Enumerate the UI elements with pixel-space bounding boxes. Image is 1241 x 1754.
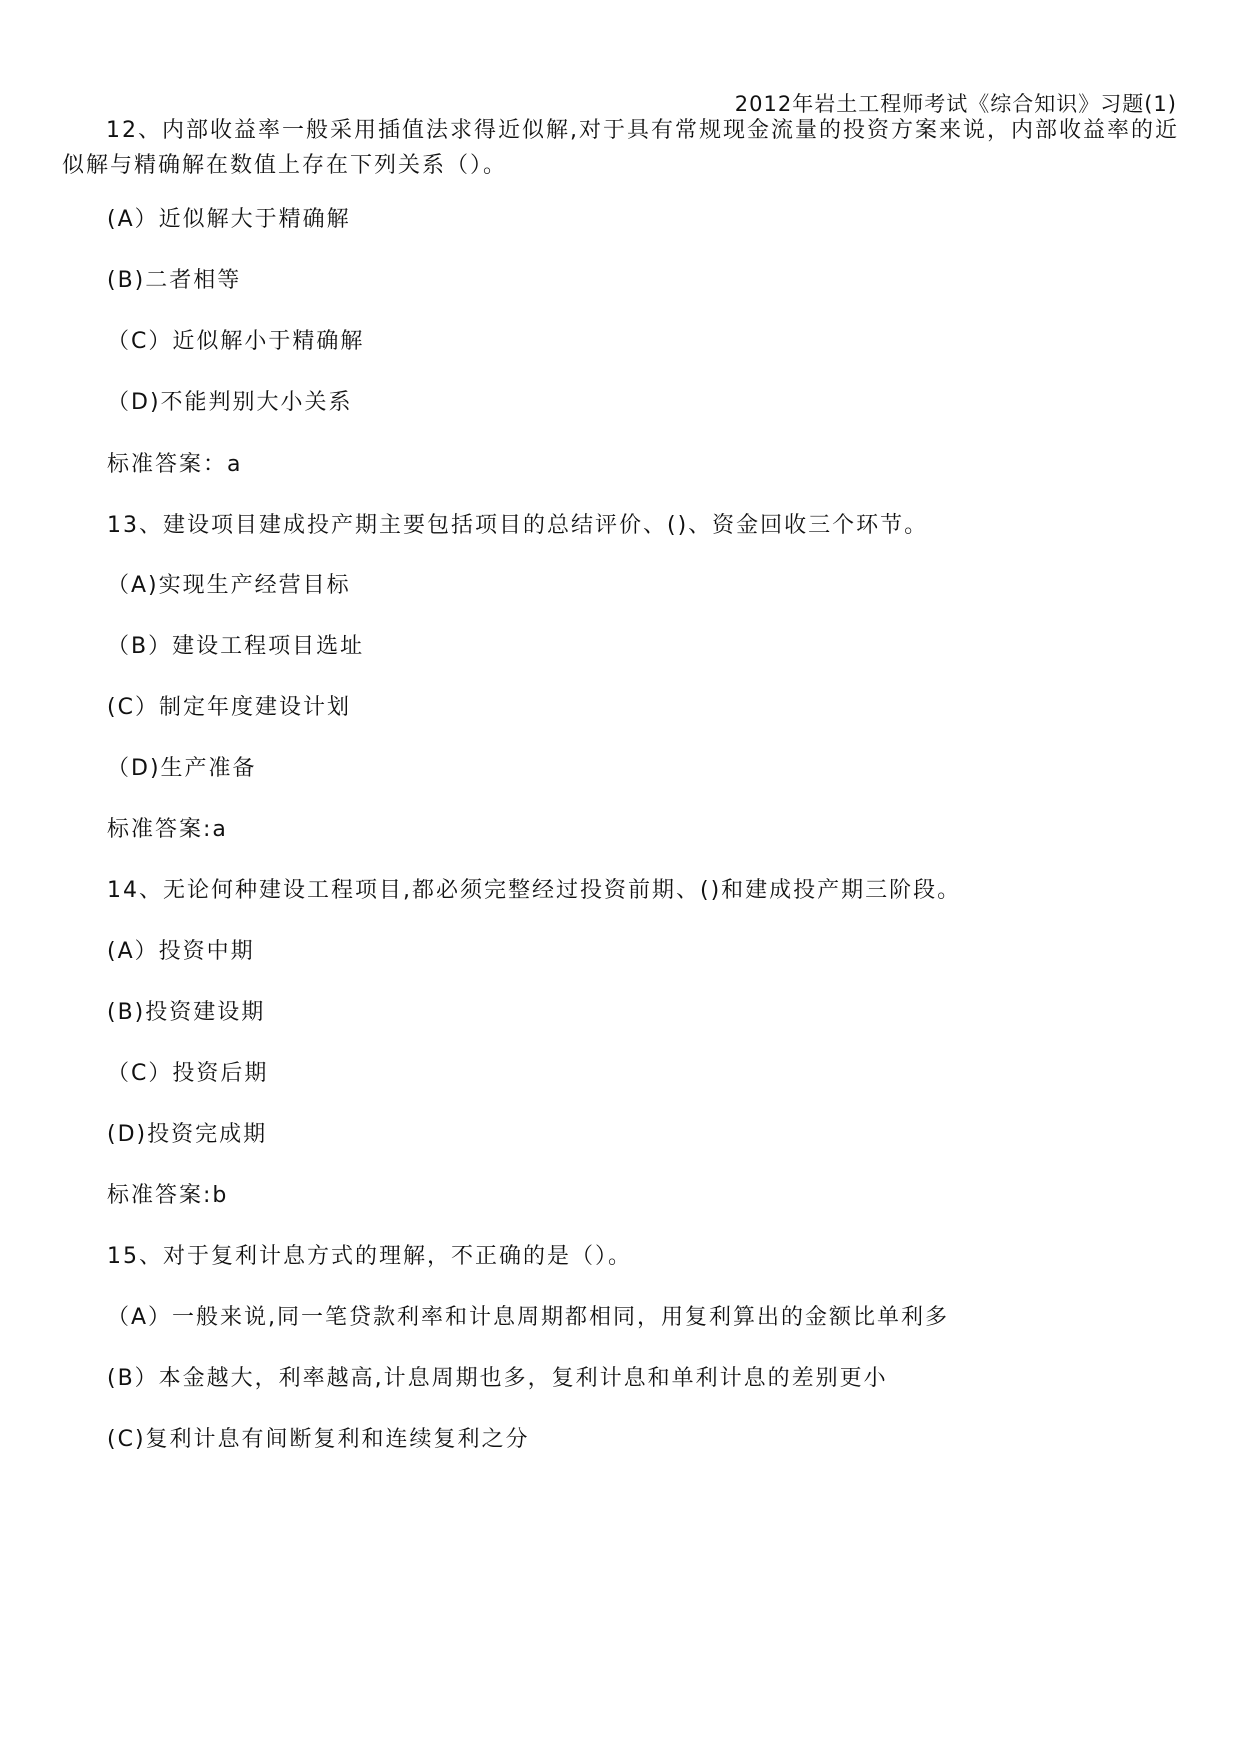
question-14-option-d: (D)投资完成期 [107, 1122, 268, 1147]
question-12-option-d: （D)不能判别大小关系 [107, 390, 353, 415]
question-12-option-c: （C）近似解小于精确解 [107, 329, 365, 354]
question-12-option-a: (A）近似解大于精确解 [107, 207, 351, 232]
question-13-option-d: （D)生产准备 [107, 756, 257, 781]
question-14-option-a: (A）投资中期 [107, 939, 255, 964]
question-13-option-c: (C）制定年度建设计划 [107, 695, 351, 720]
question-15-option-c: (C)复利计息有间断复利和连续复利之分 [107, 1427, 530, 1452]
question-14-option-c: （C）投资后期 [107, 1061, 269, 1086]
question-12-answer: 标准答案：a [107, 452, 243, 477]
question-15-stem: 15、对于复利计息方式的理解，不正确的是（）。 [107, 1244, 632, 1269]
question-12-option-b: (B)二者相等 [107, 268, 242, 293]
question-13-answer: 标准答案:a [107, 817, 228, 842]
question-12-stem: 12、内部收益率一般采用插值法求得近似解,对于具有常规现金流量的投资方案来说，内部收益率的近似解与精确解在数值上存在下列关系（）。 [62, 118, 1179, 178]
question-15-option-b: (B）本金越大，利率越高,计息周期也多，复利计息和单利计息的差别更小 [107, 1366, 888, 1391]
document-header: 2012年岩土工程师考试《综合知识》习题(1) [734, 92, 1177, 116]
question-13-option-b: （B）建设工程项目选址 [107, 634, 365, 659]
question-15-option-a: （A）一般来说,同一笔贷款利率和计息周期都相同，用复利算出的金额比单利多 [107, 1305, 950, 1330]
question-13-option-a: （A)实现生产经营目标 [107, 573, 351, 598]
question-14-stem: 14、无论何种建设工程项目,都必须完整经过投资前期、()和建成投产期三阶段。 [107, 878, 962, 903]
question-14-option-b: (B)投资建设期 [107, 1000, 266, 1025]
question-14-answer: 标准答案:b [107, 1183, 229, 1208]
question-13-stem: 13、建设项目建成投产期主要包括项目的总结评价、()、资金回收三个环节。 [107, 513, 929, 538]
